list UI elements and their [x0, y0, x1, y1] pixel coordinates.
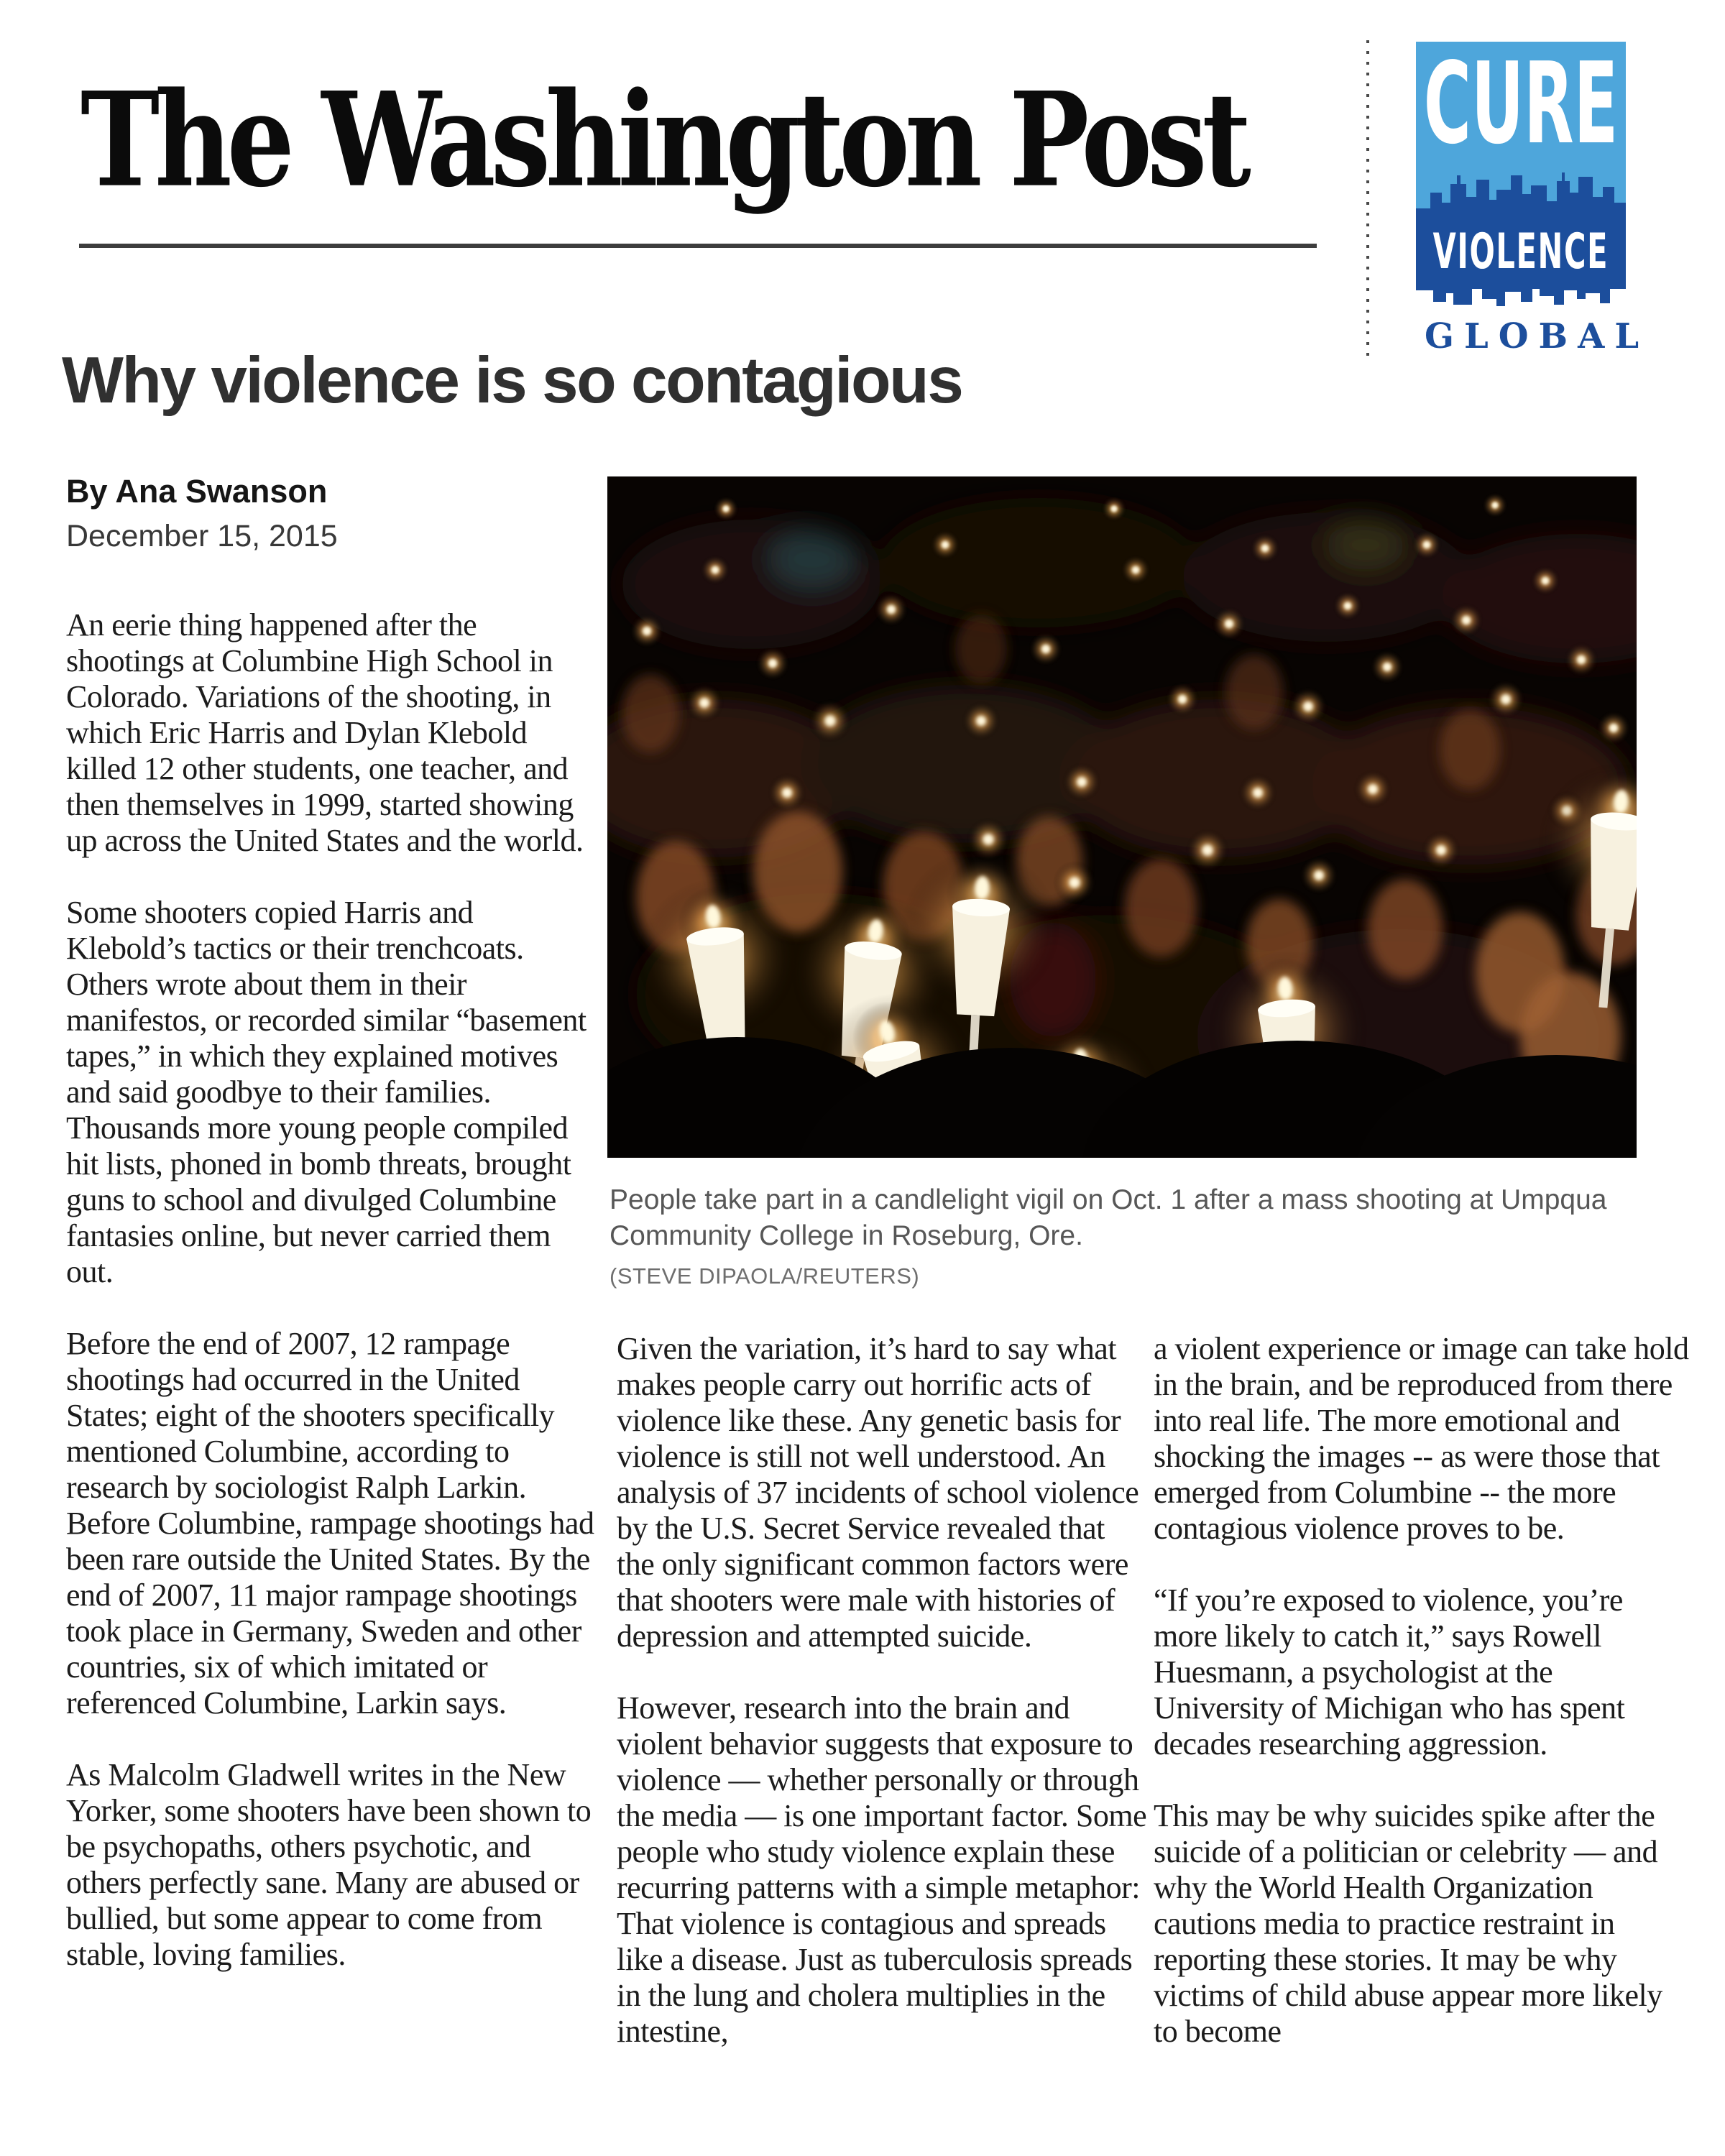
article-paragraph: Some shooters copied Harris and Klebold’s tactics or their trenchcoats. Others wrote about them in their manifestos, or recorded similar “basement tapes,” in which they explained motives and said goodbye to their families. Thousands more young people compiled hit lists, phoned in bomb threats, brought guns to school and divulged Columbine fantasies online, but never carried them out.	[66, 895, 586, 1289]
article-paragraph: This may be why suicides spike after the suicide of a politician or celebrity — and why the World Health Organization cautions media to practice restraint in reporting these stories. It may be why victims of child abuse appear more likely to become	[1154, 1798, 1662, 2049]
column-right	[1154, 1331, 1689, 2086]
photo-caption: People take part in a candlelight vigil on Oct. 1 after a mass shooting at Umpqua Community College in Roseburg, Ore.	[610, 1184, 1607, 1251]
masthead-rule	[79, 244, 1317, 248]
cure-violence-logo-box	[1416, 38, 1626, 283]
violence-text-band	[1416, 221, 1626, 283]
article-headline: Why violence is so contagious	[62, 344, 962, 417]
article-photo	[607, 476, 1637, 1158]
cure-text: CURE	[1423, 38, 1619, 169]
article-paragraph: a violent experience or image can take hold in the brain, and be reproduced from there into real life. The more emotional and shocking the images -- as were those that emerged from Columbine -- the more contagious violence proves to be.	[1154, 1331, 1689, 1546]
article-paragraph: An eerie thing happened after the shootings at Columbine High School in Colorado. Variations of the shooting, in which Eric Harris and Dylan Klebold killed 12 other students, one teacher, and then themselves in 1999, started showing up across the United States and the world.	[66, 607, 584, 858]
article-paragraph: However, research into the brain and violent behavior suggests that exposure to violence — whether personally or through the media — is one important factor. Some people who study violence explain these recurring patterns with a simple metaphor: That violence is contagious and spreads like a disease. Just as tuberculosis spreads in the lung and cholera multiplies in the intestine,	[617, 1690, 1147, 2049]
cure-violence-global-logo	[1416, 38, 1650, 356]
dotted-divider	[1366, 40, 1369, 364]
article-paragraph: “If you’re exposed to violence, you’re more likely to catch it,” says Rowell Huesmann, a psychologist at the University of Michigan who has spent decades researching aggression.	[1154, 1583, 1625, 1761]
article-paragraph: Given the variation, it’s hard to say what makes people carry out horrific acts of violence like these. Any genetic basis for violence is still not well understood. An analysis of 37 incidents of school violence by the U.S. Secret Service revealed that the only significant common factors were that shooters were male with histories of depression and attempted suicide.	[617, 1331, 1139, 1654]
washington-post-masthead: The Washington Post	[80, 63, 1246, 216]
column-middle	[617, 1331, 1149, 2086]
violence-text: VIOLENCE	[1432, 224, 1609, 280]
article-date: December 15, 2015	[66, 519, 338, 553]
article-byline: By Ana Swanson	[66, 473, 328, 510]
article-paragraph: Before the end of 2007, 12 rampage shootings had occurred in the United States; eight of the shooters specifically mentioned Columbine, according to research by sociologist Ralph Larkin. Before Columbine, rampage shootings had been rare outside the United States. By the end of 2007, 11 major rampage shootings took place in Germany, Sweden and other countries, six of which imitated or referenced Columbine, Larkin says.	[66, 1326, 594, 1720]
global-text: GLOBAL	[1425, 316, 1650, 356]
column-left	[66, 607, 599, 2009]
article-paragraph: As Malcolm Gladwell writes in the New Yorker, some shooters have been shown to be psychopaths, others psychotic, and others perfectly sane. Many are abused or bullied, but some appear to come from stable, loving families.	[66, 1757, 592, 1972]
photo-credit: (STEVE DIPAOLA/REUTERS)	[610, 1263, 920, 1289]
paint-drips-graphic	[1416, 283, 1626, 308]
